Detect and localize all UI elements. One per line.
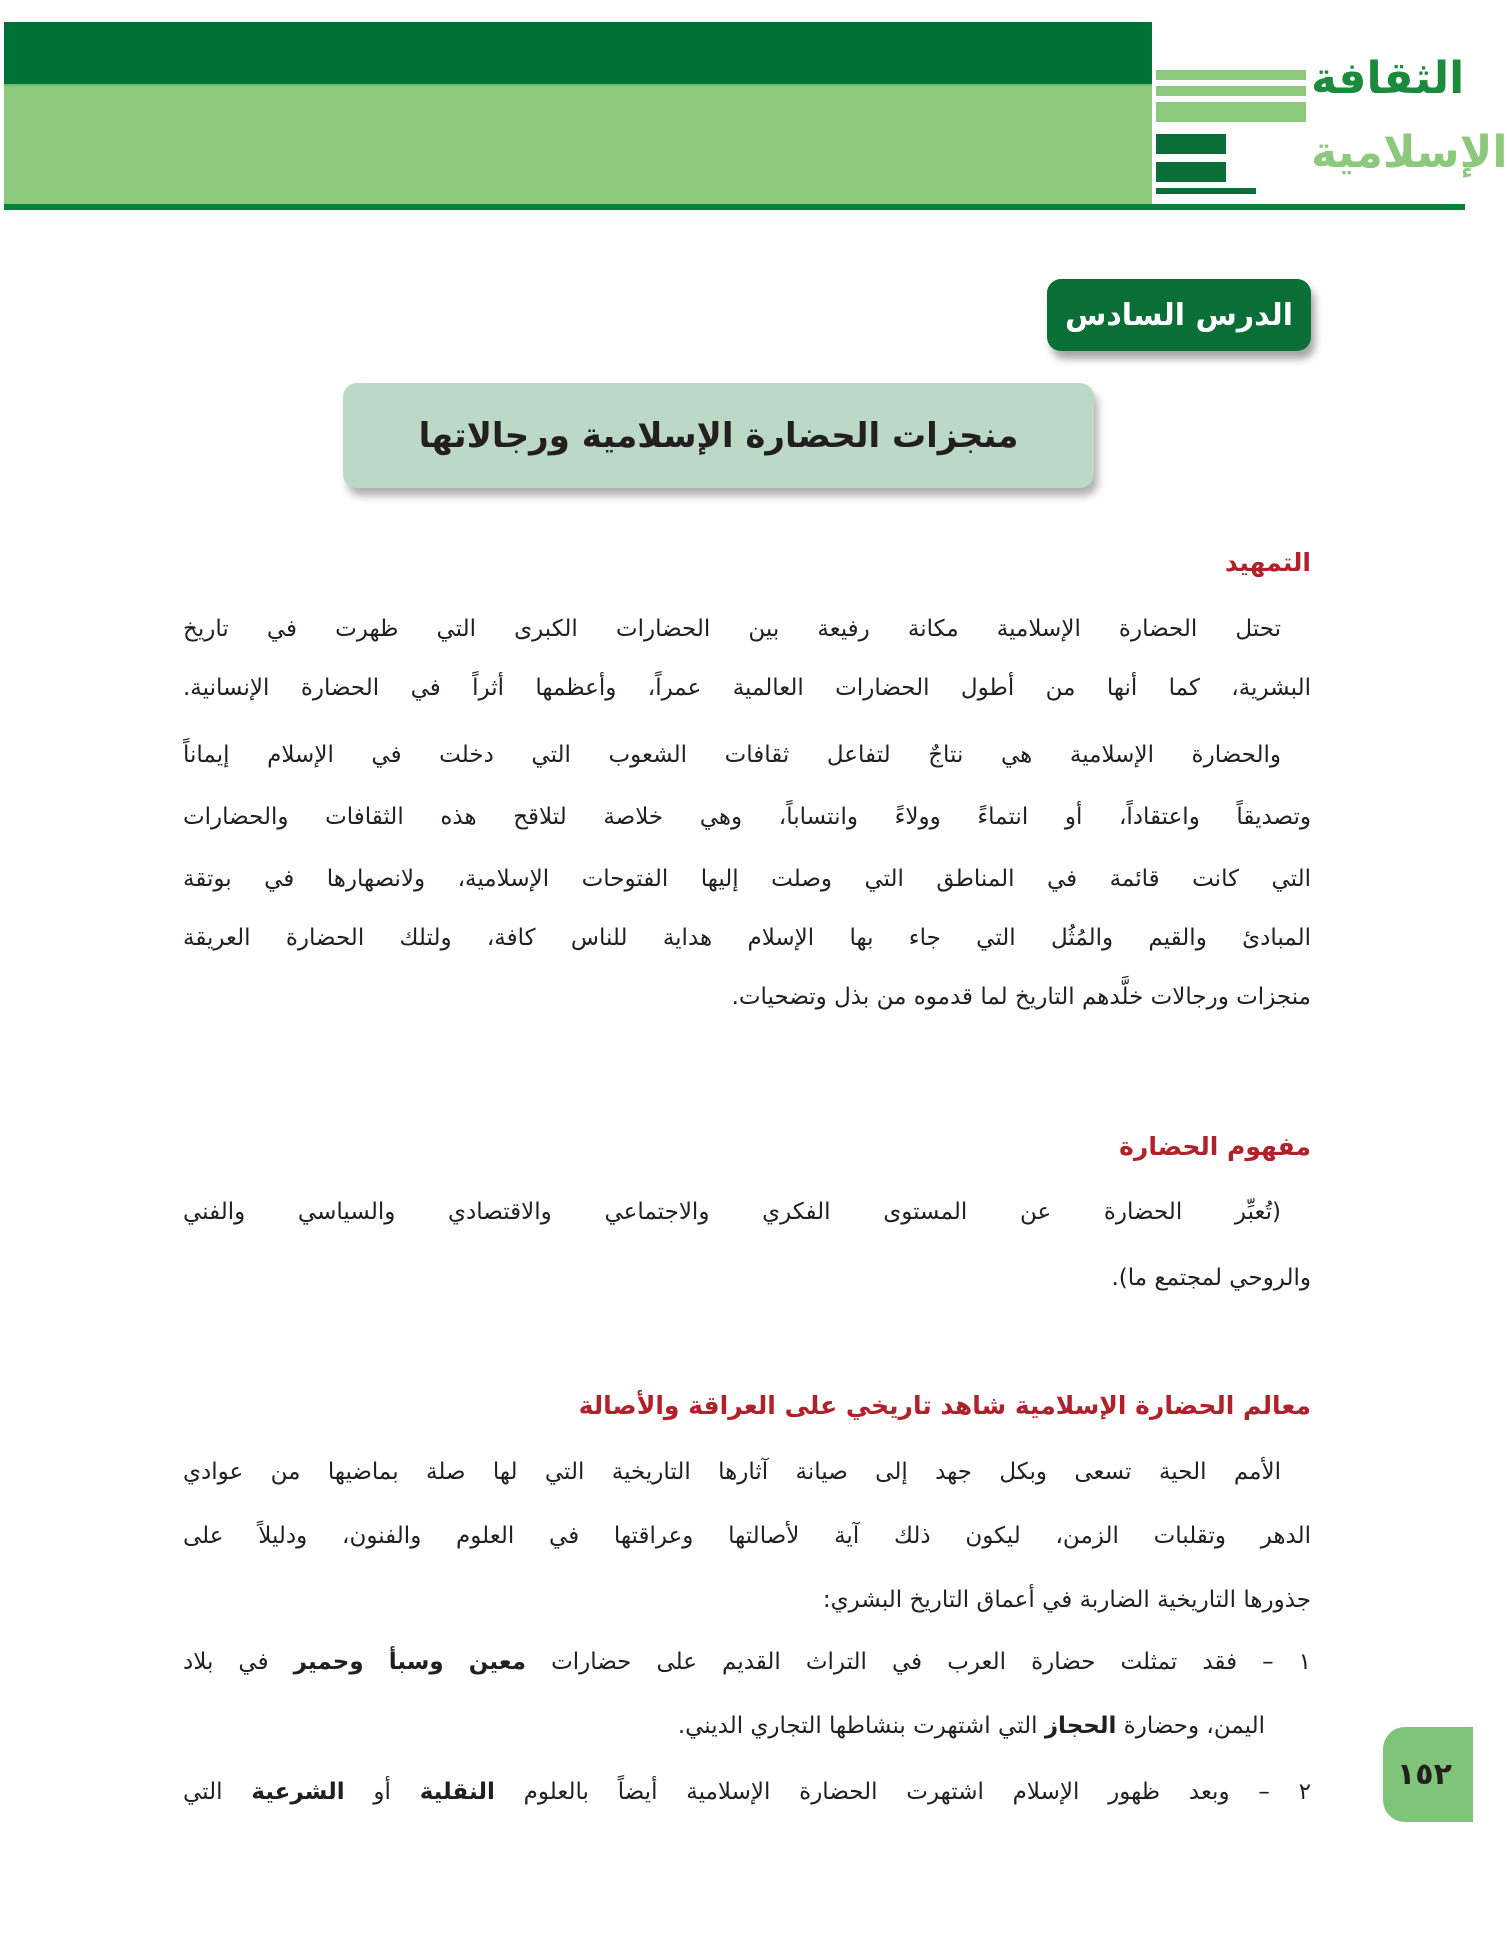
paragraph-line: وتصديقاً واعتقاداً، أو انتماءً وولاءً وانتساباً، وهي خلاصة لتلاقح هذه الثقافات والحضارات [183, 804, 1311, 830]
paragraph-line: الدهر وتقلبات الزمن، ليكون ذلك آية لأصالتها وعراقتها في العلوم والفنون، ودليلاً على [183, 1523, 1311, 1549]
series-logo [1152, 22, 1507, 204]
header-light-band [4, 84, 1152, 204]
paragraph-line: المبادئ والقيم والمُثُل التي جاء بها الإسلام هداية للناس كافة، ولتلك الحضارة العريقة [183, 925, 1311, 951]
logo-line2: الإسلامية [1311, 127, 1507, 178]
header-dark-band [4, 22, 1152, 84]
list-item-1-line-2: اليمن، وحضارة الحجاز التي اشتهرت بنشاطها التجاري الديني. [677, 1713, 1265, 1739]
paragraph-line: والروحي لمجتمع ما). [1111, 1265, 1311, 1291]
logo-line1: الثقافة [1311, 53, 1465, 104]
section-heading: التمهيد [1224, 548, 1311, 577]
paragraph-line: تحتل الحضارة الإسلامية مكانة رفيعة بين الحضارات الكبرى التي ظهرت في تاريخ [183, 616, 1281, 642]
page-number: ١٥٢ [1383, 1727, 1473, 1822]
section-heading: مفهوم الحضارة [1119, 1132, 1311, 1161]
paragraph-line: منجزات ورجالات خلَّدهم التاريخ لما قدموه من بذل وتضحيات. [731, 984, 1311, 1010]
list-item-1-line-1: ١ – فقد تمثلت حضارة العرب في التراث القديم على حضارات معين وسبأ وحمير في بلاد [183, 1649, 1312, 1675]
paragraph-line: التي كانت قائمة في المناطق التي وصلت إليها الفتوحات الإسلامية، ولانصهارها في بوتقة [183, 866, 1311, 892]
paragraph-line: والحضارة الإسلامية هي نتاجٌ لتفاعل ثقافات الشعوب التي دخلت في الإسلام إيماناً [183, 742, 1281, 768]
lesson-title: منجزات الحضارة الإسلامية ورجالاتها [343, 383, 1094, 488]
paragraph-line: الأمم الحية تسعى وبكل جهد إلى صيانة آثارها التاريخية التي لها صلة بماضيها من عوادي [183, 1459, 1281, 1485]
paragraph-line: جذورها التاريخية الضاربة في أعماق التاريخ البشري: [822, 1587, 1311, 1613]
paragraph-line: (تُعبِّر الحضارة عن المستوى الفكري والاجتماعي والاقتصادي والسياسي والفني [183, 1199, 1281, 1225]
list-item-2-line-1: ٢ – وبعد ظهور الإسلام اشتهرت الحضارة الإسلامية أيضاً بالعلوم النقلية أو الشرعية التي [183, 1779, 1311, 1805]
section-heading: معالم الحضارة الإسلامية شاهد تاريخي على العراقة والأصالة [578, 1391, 1311, 1420]
paragraph-line: البشرية، كما أنها من أطول الحضارات العالمية عمراً، وأعظمها أثراً في الحضارة الإنسانية. [183, 675, 1311, 701]
header-underline [4, 204, 1465, 210]
lesson-badge: الدرس السادس [1047, 279, 1311, 351]
